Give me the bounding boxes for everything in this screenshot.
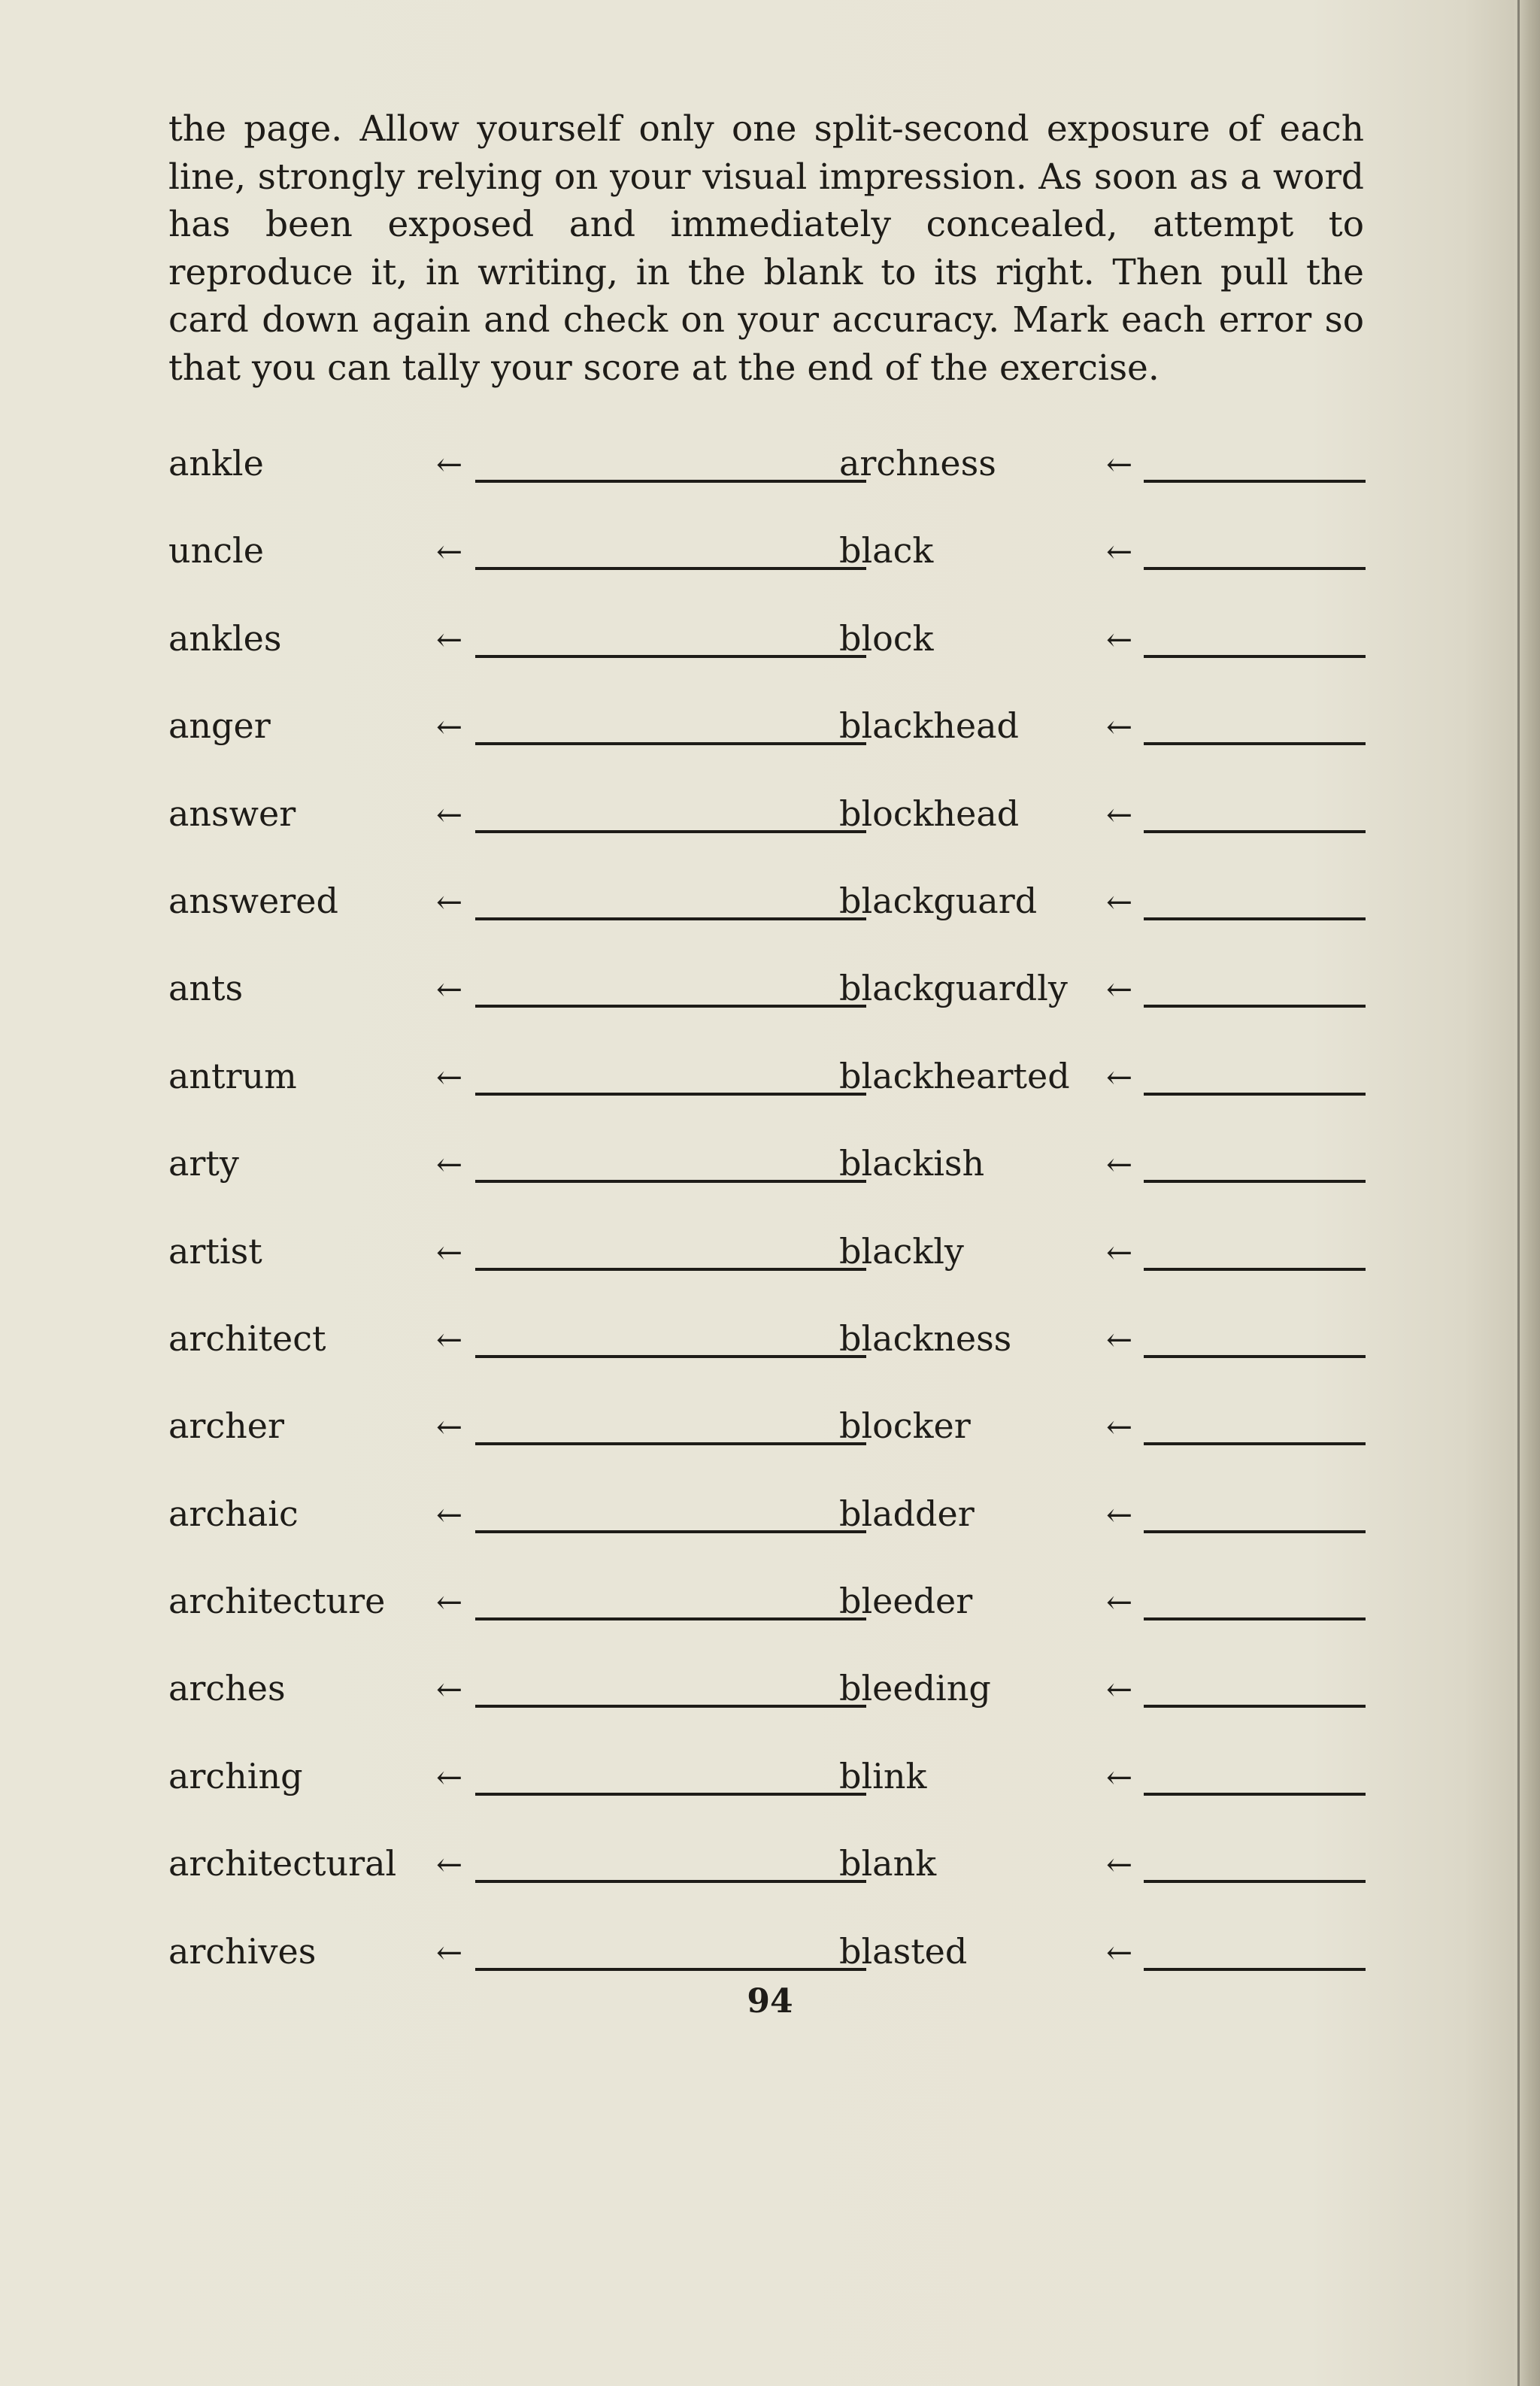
answer-blank-line[interactable] [475,655,866,658]
exercise-word: architecture [168,1581,386,1622]
exercise-word: blackguard [839,880,1038,921]
word-row [168,703,845,790]
word-row [168,1666,845,1753]
word-row [168,1403,845,1490]
left-arrow-icon: ← [436,1758,463,1796]
word-row [839,1841,1516,1928]
answer-blank-line[interactable] [475,830,866,833]
word-row [839,1929,1516,2016]
left-arrow-icon: ← [436,1846,463,1884]
exercise-word: blackness [839,1317,1012,1359]
left-arrow-icon: ← [436,1146,463,1184]
word-row [168,966,845,1053]
left-arrow-icon: ← [436,1058,463,1096]
word-row [168,1491,845,1578]
left-arrow-icon: ← [1106,1320,1133,1358]
left-arrow-icon: ← [436,1320,463,1358]
exercise-word: blackhearted [839,1055,1070,1096]
answer-blank-line[interactable] [475,742,866,745]
left-arrow-icon: ← [1106,1933,1133,1971]
word-row [168,1229,845,1316]
exercise-word: uncle [168,530,264,571]
exercise-word: arty [168,1143,239,1184]
answer-blank-line[interactable] [475,1705,866,1708]
exercise-word: bladder [839,1493,975,1534]
left-arrow-icon: ← [436,1408,463,1446]
exercise-word: blasted [839,1930,968,1972]
left-arrow-icon: ← [436,1671,463,1708]
left-arrow-icon: ← [1106,1846,1133,1884]
exercise-word: answer [168,793,296,834]
word-row [839,1229,1516,1316]
word-row [839,1578,1516,1666]
word-row [839,528,1516,615]
word-row [168,441,845,528]
answer-blank-line[interactable] [1144,480,1366,483]
left-arrow-icon: ← [1106,1233,1133,1271]
exercise-word: arching [168,1755,303,1796]
word-row [839,1754,1516,1841]
word-row [168,791,845,878]
exercise-word: archaic [168,1493,299,1534]
exercise-word: answered [168,880,338,921]
answer-blank-line[interactable] [1144,1442,1366,1445]
answer-blank-line[interactable] [475,1968,866,1971]
answer-blank-line[interactable] [1144,1268,1366,1271]
exercise-word: ankles [168,617,282,659]
word-row [839,1054,1516,1141]
exercise-word: black [839,530,934,571]
answer-blank-line[interactable] [475,480,866,483]
exercise-word: blink [839,1755,927,1796]
answer-blank-line[interactable] [1144,1793,1366,1796]
answer-blank-line[interactable] [1144,1093,1366,1096]
left-arrow-icon: ← [436,533,463,571]
word-row [839,1141,1516,1228]
answer-blank-line[interactable] [1144,1880,1366,1883]
exercise-word: blackish [839,1143,985,1184]
left-arrow-icon: ← [436,708,463,746]
left-arrow-icon: ← [436,796,463,833]
exercise-word: anger [168,705,271,747]
word-row [168,1141,845,1228]
left-arrow-icon: ← [436,1933,463,1971]
exercise-word: block [839,617,934,659]
answer-blank-line[interactable] [475,917,866,920]
answer-blank-line[interactable] [1144,655,1366,658]
exercise-word: blackguardly [839,968,1068,1009]
answer-blank-line[interactable] [1144,1180,1366,1183]
answer-blank-line[interactable] [475,1093,866,1096]
answer-blank-line[interactable] [475,567,866,570]
right-word-column [839,441,1516,2016]
answer-blank-line[interactable] [1144,830,1366,833]
left-arrow-icon: ← [436,1584,463,1621]
exercise-word: architectural [168,1843,397,1884]
exercise-word: antrum [168,1055,297,1096]
word-row [839,1666,1516,1753]
exercise-word: ankle [168,443,264,484]
exercise-word: blackhead [839,705,1019,747]
exercise-word: arches [168,1668,286,1709]
word-row [168,1054,845,1141]
exercise-word: blockhead [839,793,1020,834]
left-arrow-icon: ← [436,620,463,658]
word-row [168,616,845,703]
left-arrow-icon: ← [1106,971,1133,1008]
word-row [839,878,1516,966]
answer-blank-line[interactable] [475,1005,866,1008]
answer-blank-line[interactable] [1144,1355,1366,1358]
answer-blank-line[interactable] [1144,742,1366,745]
word-row [839,966,1516,1053]
exercise-word: ants [168,968,244,1009]
left-arrow-icon: ← [1106,708,1133,746]
word-row [168,1316,845,1403]
page-edge-line [1517,0,1520,2386]
answer-blank-line[interactable] [475,1880,866,1883]
left-arrow-icon: ← [436,446,463,483]
left-arrow-icon: ← [1106,796,1133,833]
answer-blank-line[interactable] [1144,1617,1366,1620]
answer-blank-line[interactable] [475,1180,866,1183]
left-arrow-icon: ← [436,883,463,920]
answer-blank-line[interactable] [475,1442,866,1445]
answer-blank-line[interactable] [475,1617,866,1620]
left-arrow-icon: ← [1106,446,1133,483]
exercise-word: blank [839,1843,937,1884]
page-number: 94 [747,1982,793,2021]
left-arrow-icon: ← [436,1496,463,1533]
left-arrow-icon: ← [1106,1758,1133,1796]
exercise-word: archives [168,1930,317,1972]
left-arrow-icon: ← [1106,533,1133,571]
exercise-word: artist [168,1230,262,1272]
left-arrow-icon: ← [436,1233,463,1271]
word-row [168,1578,845,1666]
answer-blank-line[interactable] [475,1793,866,1796]
answer-blank-line[interactable] [475,1268,866,1271]
exercise-word: bleeding [839,1668,991,1709]
left-arrow-icon: ← [1106,1146,1133,1184]
exercise-word: blocker [839,1405,971,1447]
left-arrow-icon: ← [1106,1496,1133,1533]
answer-blank-line[interactable] [1144,917,1366,920]
word-row [168,528,845,615]
exercise-word: blackly [839,1230,964,1272]
answer-blank-line[interactable] [1144,567,1366,570]
exercise-word: archer [168,1405,285,1447]
left-arrow-icon: ← [1106,1584,1133,1621]
word-row [839,441,1516,528]
word-row [839,1403,1516,1490]
word-row [168,1841,845,1928]
word-row [168,878,845,966]
left-arrow-icon: ← [1106,1058,1133,1096]
left-arrow-icon: ← [1106,883,1133,920]
left-arrow-icon: ← [1106,1408,1133,1446]
instructions-paragraph: the page. Allow yourself only one split-second exposure of each line, strongly relying on your visual impression. As soon as a word has been exposed and immediately concealed, attempt to reproduce it, in writing, in the blank to its right. Then pull the card down again and check on your accuracy. Mark each error so that you can tally your score at the end of the exercise. [168,108,1364,389]
answer-blank-line[interactable] [1144,1968,1366,1971]
exercise-word: architect [168,1317,326,1359]
word-row [839,791,1516,878]
word-row [839,1491,1516,1578]
word-row [839,703,1516,790]
word-row [168,1754,845,1841]
answer-blank-line[interactable] [1144,1005,1366,1008]
answer-blank-line[interactable] [1144,1705,1366,1708]
word-row [839,1316,1516,1403]
exercise-word: bleeder [839,1581,973,1622]
exercise-word: archness [839,443,996,484]
word-row [839,616,1516,703]
answer-blank-line[interactable] [475,1530,866,1533]
left-arrow-icon: ← [1106,1671,1133,1708]
answer-blank-line[interactable] [1144,1530,1366,1533]
left-arrow-icon: ← [1106,620,1133,658]
left-arrow-icon: ← [436,971,463,1008]
left-word-column [168,441,845,2016]
answer-blank-line[interactable] [475,1355,866,1358]
